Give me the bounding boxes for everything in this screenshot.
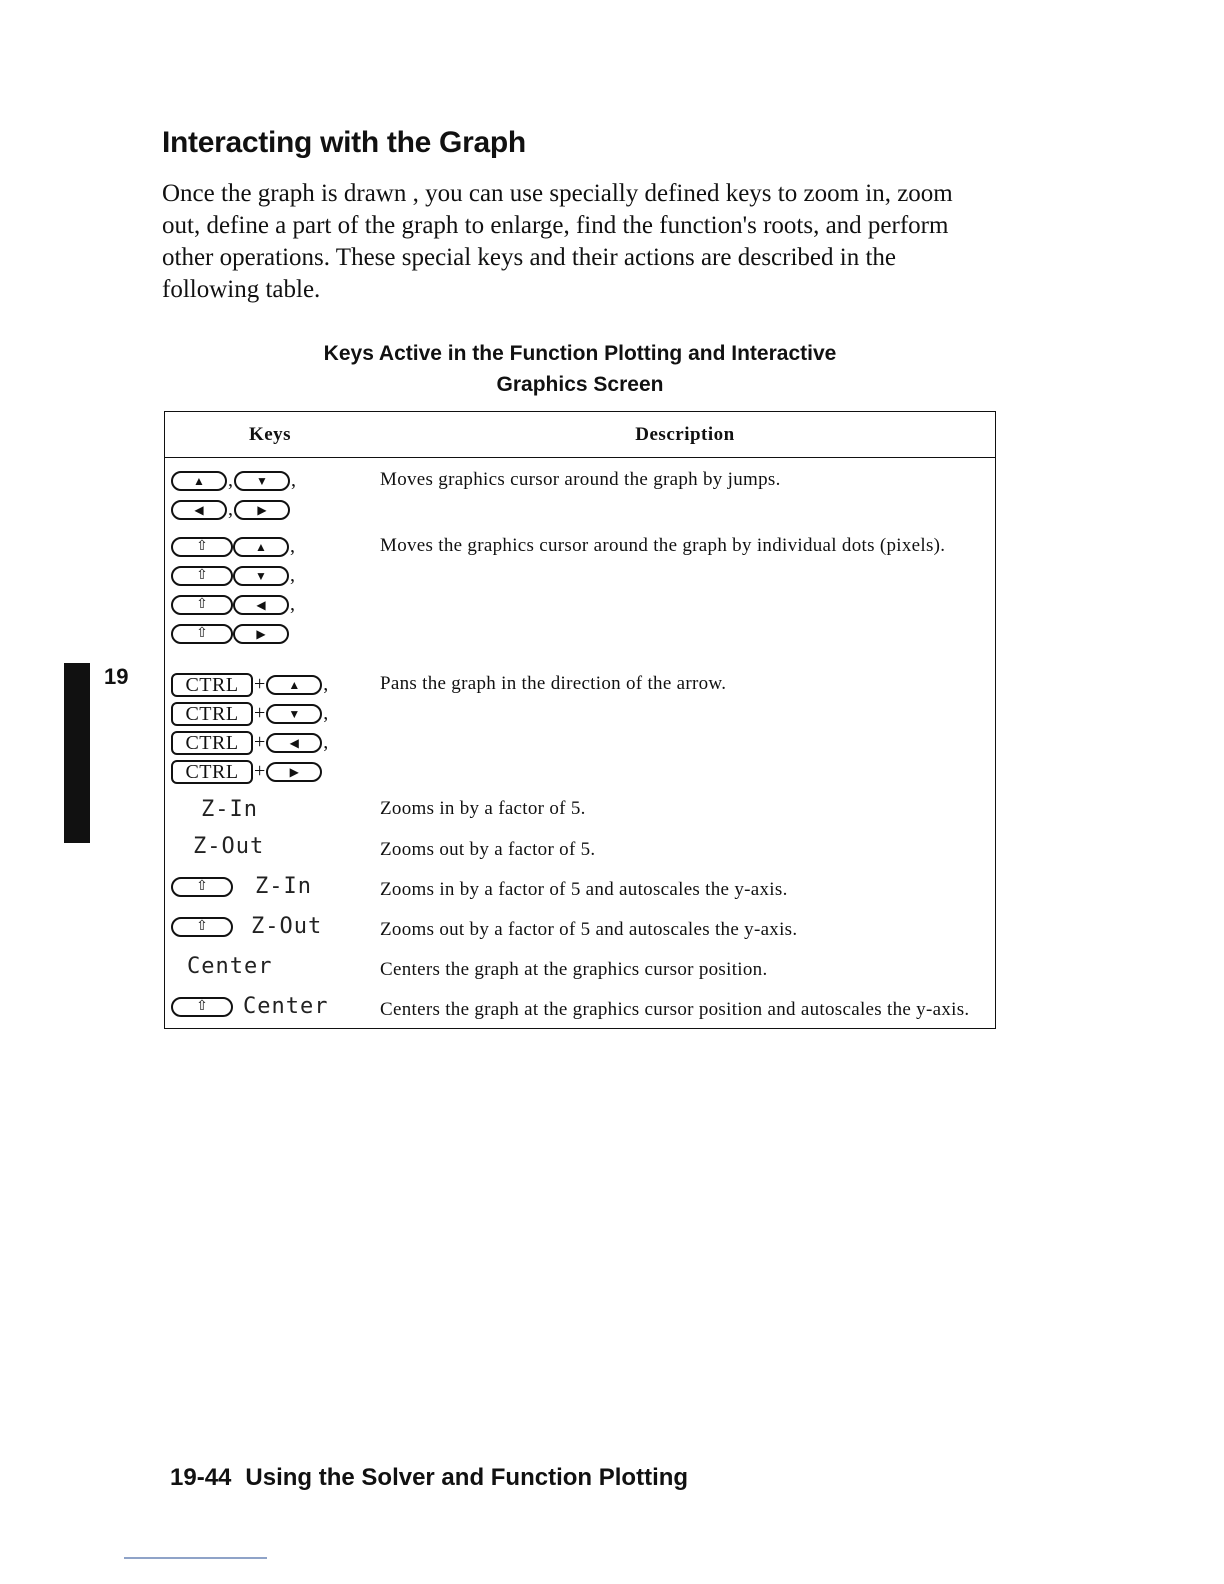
description-cell: Centers the graph at the graphics cursor position and autoscales the y-axis.: [380, 999, 970, 1020]
left-arrow-key-icon: ◀: [171, 500, 227, 520]
intro-paragraph: Once the graph is drawn , you can use specially defined keys to zoom in, zoom out, define a part of the graph to enlarge, find the function's roots, and perform other operations. These special keys and their actions are described in the following table.: [162, 180, 953, 303]
table-row: [165, 864, 996, 904]
chapter-number: 19: [104, 664, 129, 689]
keys-cell: [165, 944, 376, 984]
right-arrow-key-icon: ▶: [234, 500, 290, 520]
ctrl-key-icon: CTRL: [171, 760, 253, 784]
shift-key-icon: ⇧: [171, 997, 233, 1017]
shift-key-icon: ⇧: [171, 537, 233, 557]
caption-line-2: Graphics Screen: [496, 373, 664, 396]
scan-artifact-line: [124, 1557, 267, 1559]
keys-table: [164, 411, 996, 1029]
softkey-label: Z-In: [201, 797, 258, 822]
description-cell: Zooms in by a factor of 5.: [380, 798, 586, 819]
down-arrow-key-icon: ▼: [234, 471, 290, 491]
ctrl-key-icon: CTRL: [171, 702, 253, 726]
down-arrow-key-icon: ▼: [233, 566, 289, 586]
ctrl-key-icon: CTRL: [171, 731, 253, 755]
up-arrow-key-icon: ▲: [266, 675, 322, 695]
up-arrow-key-icon: ▲: [171, 471, 227, 491]
right-arrow-key-icon: ▶: [233, 624, 289, 644]
table-row: [165, 904, 996, 944]
table-row: [165, 786, 996, 824]
up-arrow-key-icon: ▲: [233, 537, 289, 557]
table-row: [165, 944, 996, 984]
table-row: [165, 984, 996, 1029]
keys-cell: ▲ , ▼ , ◀ , ▶: [165, 458, 376, 525]
keys-cell: [165, 786, 376, 824]
description-cell: Centers the graph at the graphics cursor position.: [380, 959, 768, 980]
right-arrow-key-icon: ▶: [266, 762, 322, 782]
page-footer: [170, 1464, 688, 1492]
shift-key-icon: ⇧: [171, 566, 233, 586]
keys-cell: [165, 864, 376, 904]
description-cell: Zooms out by a factor of 5 and autoscales the y-axis.: [380, 919, 798, 940]
chapter-thumb-tab: [64, 663, 90, 843]
table-row: [165, 458, 996, 525]
table-row: [165, 824, 996, 864]
table-header-row: [165, 412, 996, 458]
section-heading: Interacting with the Graph: [162, 126, 526, 159]
keys-cell: ⇧ ▲ , ⇧ ▼ , ⇧ ◀ , ⇧ ▶: [165, 524, 376, 648]
shift-key-icon: ⇧: [171, 624, 233, 644]
keys-cell: CTRL + ▲ , CTRL + ▼ , CTRL + ◀ , CTRL + ▶: [165, 648, 376, 786]
softkey-label: Center: [243, 994, 329, 1019]
page-number: 19-44: [170, 1464, 232, 1491]
softkey-label: Z-Out: [193, 834, 265, 859]
caption-line-1: Keys Active in the Function Plotting and Interactive: [323, 342, 837, 365]
table-row: [165, 524, 996, 648]
keys-cell: [165, 984, 376, 1029]
softkey-label: Z-In: [255, 874, 312, 899]
description-cell: Zooms in by a factor of 5 and autoscales the y-axis.: [380, 879, 788, 900]
left-arrow-key-icon: ◀: [266, 733, 322, 753]
description-cell: Pans the graph in the direction of the arrow.: [380, 673, 727, 694]
shift-key-icon: ⇧: [171, 595, 233, 615]
description-cell: Moves graphics cursor around the graph by jumps.: [380, 469, 781, 490]
description-column-header: Description: [375, 412, 996, 458]
softkey-label: Z-Out: [251, 914, 323, 939]
ctrl-key-icon: CTRL: [171, 673, 253, 697]
description-cell: Moves the graphics cursor around the graph by individual dots (pixels).: [380, 535, 946, 556]
keys-column-header: Keys: [165, 412, 376, 458]
table-row: [165, 648, 996, 786]
down-arrow-key-icon: ▼: [266, 704, 322, 724]
softkey-label: Center: [187, 954, 273, 979]
shift-key-icon: ⇧: [171, 917, 233, 937]
chapter-title: Using the Solver and Function Plotting: [245, 1464, 689, 1491]
table-caption: [230, 338, 930, 400]
shift-key-icon: ⇧: [171, 877, 233, 897]
left-arrow-key-icon: ◀: [233, 595, 289, 615]
description-cell: Zooms out by a factor of 5.: [380, 839, 596, 860]
keys-cell: [165, 904, 376, 944]
keys-cell: [165, 824, 376, 864]
